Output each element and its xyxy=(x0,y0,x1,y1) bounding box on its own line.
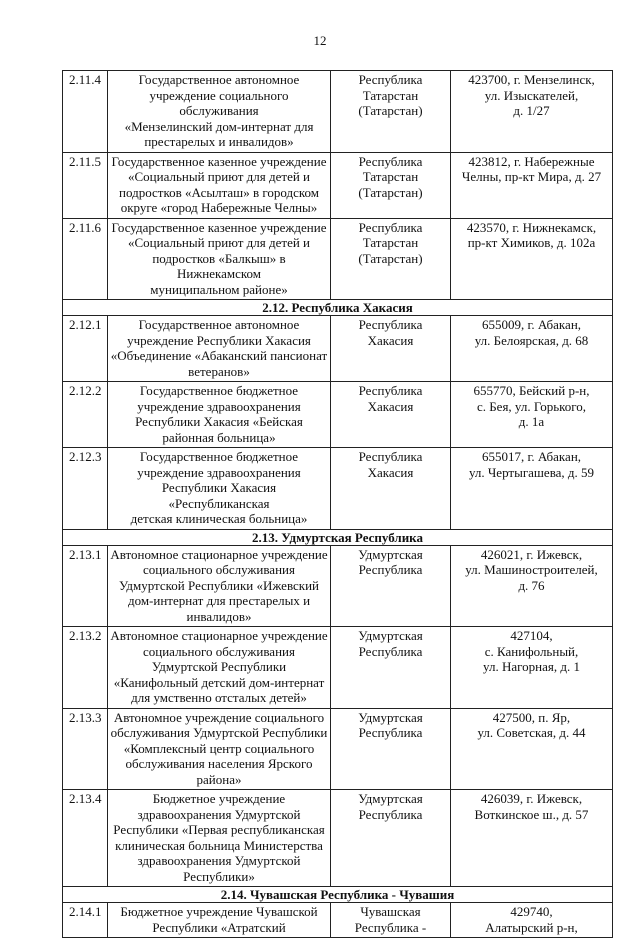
table-row xyxy=(63,448,613,530)
institution-name-line: «Социальный приют для детей и xyxy=(128,235,310,250)
address-line: пр-кт Химиков, д. 102а xyxy=(467,235,596,250)
address-cell xyxy=(451,218,613,300)
row-number: 2.13.3 xyxy=(63,708,108,790)
table-row xyxy=(63,382,613,448)
address-line: 426021, г. Ижевск, xyxy=(480,546,583,562)
section-header-row xyxy=(63,887,613,903)
section-title: 2.13. Удмуртская Республика xyxy=(63,529,613,545)
row-number: 2.11.6 xyxy=(63,218,108,300)
institution-name-line: Республики Хакасия «Республиканская xyxy=(161,480,277,511)
region-cell xyxy=(331,448,451,530)
section-header-row xyxy=(63,529,613,545)
table-row xyxy=(63,627,613,709)
row-number: 2.12.1 xyxy=(63,316,108,382)
institution-name-line: Республики Хакасия «Бейская xyxy=(135,414,303,429)
institution-name-line: детская клиническая больница» xyxy=(130,511,308,526)
institution-name-cell xyxy=(108,218,331,300)
institution-name-line: социального обслуживания xyxy=(143,643,295,659)
institution-name-line: Республики «Первая республиканская xyxy=(113,822,325,837)
region-line: Республика xyxy=(358,317,423,332)
region-line: Хакасия xyxy=(367,398,414,414)
table-row xyxy=(63,71,613,153)
institution-name-line: Государственное казенное учреждение xyxy=(111,219,327,235)
institution-name-cell xyxy=(108,545,331,627)
row-number: 2.13.1 xyxy=(63,545,108,627)
address-line: Челны, пр-кт Мира, д. 27 xyxy=(461,169,602,184)
region-cell xyxy=(331,708,451,790)
section-title: 2.14. Чувашская Республика - Чувашия xyxy=(63,887,613,903)
address-cell xyxy=(451,545,613,627)
address-line: Алатырский р-н, xyxy=(485,919,578,935)
institution-name-line: «Канифольный детский дом-интернат xyxy=(113,674,325,690)
institutions-table xyxy=(62,70,613,938)
region-line: Республика xyxy=(358,219,423,235)
table-row xyxy=(63,152,613,218)
region-line: (Татарстан) xyxy=(358,103,423,118)
table-row xyxy=(63,218,613,300)
institution-name-line: округе «город Набережные Челны» xyxy=(120,200,318,215)
section-header-row xyxy=(63,300,613,316)
institution-name-line: Бюджетное учреждение Чувашской xyxy=(120,904,318,919)
region-line: Хакасия xyxy=(367,464,414,480)
institution-name-line: Автономное учреждение социального xyxy=(113,709,325,725)
region-line: Удмуртская xyxy=(358,709,423,725)
region-line: Республика xyxy=(358,725,423,740)
address-line: ул. Белоярская, д. 68 xyxy=(474,332,589,348)
address-line: 429740, xyxy=(510,904,553,919)
row-number: 2.12.2 xyxy=(63,382,108,448)
row-number: 2.12.3 xyxy=(63,448,108,530)
region-cell xyxy=(331,152,451,218)
address-line: 655017, г. Абакан, xyxy=(481,449,582,464)
region-line: Удмуртская xyxy=(358,791,423,806)
address-cell xyxy=(451,316,613,382)
address-line: 423812, г. Набережные xyxy=(468,153,595,169)
region-line: Татарстан xyxy=(362,87,419,103)
institution-name-cell xyxy=(108,152,331,218)
region-line: Республика xyxy=(358,449,423,464)
institution-name-cell xyxy=(108,71,331,153)
address-line: д. 1/27 xyxy=(513,103,550,118)
institution-name-line: Государственное казенное учреждение xyxy=(111,153,327,169)
address-cell xyxy=(451,627,613,709)
institution-name-line: учреждение здравоохранения xyxy=(137,464,301,480)
table-row xyxy=(63,790,613,887)
institution-name-line: клиническая больница Министерства xyxy=(115,837,323,853)
institution-name-line: Автономное стационарное учреждение xyxy=(110,546,328,562)
address-line: ул. Изыскателей, xyxy=(484,87,579,103)
address-line: д. 1а xyxy=(518,414,545,429)
region-line: Чувашская xyxy=(360,904,421,919)
region-line: (Татарстан) xyxy=(358,184,423,200)
institution-name-line: Удмуртской Республики «Ижевский xyxy=(118,577,320,593)
address-cell xyxy=(451,790,613,887)
region-cell xyxy=(331,627,451,709)
address-cell xyxy=(451,448,613,530)
address-line: 426039, г. Ижевск, xyxy=(480,791,583,806)
address-cell xyxy=(451,152,613,218)
region-cell xyxy=(331,316,451,382)
region-cell xyxy=(331,903,451,938)
address-line: 655009, г. Абакан, xyxy=(481,317,582,332)
institution-name-cell xyxy=(108,316,331,382)
institution-name-line: учреждение Республики Хакасия xyxy=(127,332,311,348)
region-line: Татарстан xyxy=(362,169,419,184)
table-row xyxy=(63,708,613,790)
institution-name-line: Государственное бюджетное xyxy=(139,383,299,398)
institution-name-line: районная больница» xyxy=(162,429,276,445)
institution-name-line: «Мензелинский дом-интернат для xyxy=(124,118,314,134)
address-cell xyxy=(451,708,613,790)
institution-name-line: муниципальном районе» xyxy=(150,281,288,297)
region-line: Республика xyxy=(358,562,423,577)
institution-name-line: Государственное автономное xyxy=(138,72,300,87)
institution-name-line: ветеранов» xyxy=(188,363,250,379)
institution-name-cell xyxy=(108,627,331,709)
region-line: Татарстан xyxy=(362,235,419,250)
region-cell xyxy=(331,382,451,448)
address-line: 423570, г. Нижнекамск, xyxy=(466,219,597,235)
row-number: 2.13.2 xyxy=(63,627,108,709)
institution-name-line: социального обслуживания xyxy=(143,562,295,577)
region-cell xyxy=(331,545,451,627)
table-row xyxy=(63,903,613,938)
institution-name-line: учреждение социального обслуживания xyxy=(149,87,289,118)
region-line: Республика xyxy=(358,806,423,822)
region-cell xyxy=(331,71,451,153)
institution-name-cell xyxy=(108,382,331,448)
institution-name-line: Государственное автономное xyxy=(138,317,300,332)
address-line: д. 76 xyxy=(518,577,545,593)
institution-name-cell xyxy=(108,903,331,938)
institution-name-cell xyxy=(108,448,331,530)
region-cell xyxy=(331,218,451,300)
institution-name-cell xyxy=(108,790,331,887)
section-title: 2.12. Республика Хакасия xyxy=(63,300,613,316)
institution-name-line: обслуживания населения Ярского xyxy=(125,756,313,771)
region-line: Республика xyxy=(358,72,423,87)
region-cell xyxy=(331,790,451,887)
region-line: Республика xyxy=(358,643,423,659)
institution-name-line: Удмуртской Республики xyxy=(151,659,287,674)
institution-name-line: дом-интернат для престарелых и xyxy=(127,593,311,608)
institution-name-cell xyxy=(108,708,331,790)
address-line: ул. Нагорная, д. 1 xyxy=(483,659,580,674)
address-line: ул. Чертыгашева, д. 59 xyxy=(468,464,595,480)
address-cell xyxy=(451,382,613,448)
address-line: 423700, г. Мензелинск, xyxy=(468,72,595,87)
row-number: 2.11.4 xyxy=(63,71,108,153)
institution-name-line: «Объединение «Абаканский пансионат xyxy=(110,348,328,363)
table-row xyxy=(63,316,613,382)
institution-name-line: района» xyxy=(196,771,242,787)
institution-name-line: престарелых и инвалидов» xyxy=(144,134,294,149)
page-number: 12 xyxy=(313,33,327,48)
institution-name-line: Государственное бюджетное xyxy=(139,449,299,464)
address-line: 655770, Бейский р-н, xyxy=(473,383,590,398)
institution-name-line: здравоохранения Удмуртской xyxy=(137,806,301,822)
institution-name-line: Республики «Атратский xyxy=(152,919,286,935)
row-number: 2.14.1 xyxy=(63,903,108,938)
region-line: Удмуртская xyxy=(358,546,423,562)
institution-name-line: Бюджетное учреждение xyxy=(152,791,286,806)
row-number: 2.13.4 xyxy=(63,790,108,887)
institution-name-line: учреждение здравоохранения xyxy=(137,398,301,414)
address-line: 427500, п. Яр, xyxy=(492,709,571,725)
address-line: Воткинское ш., д. 57 xyxy=(474,806,589,822)
institution-name-line: Автономное стационарное учреждение xyxy=(110,628,328,643)
address-line: с. Бея, ул. Горького, xyxy=(476,398,587,414)
region-line: (Татарстан) xyxy=(358,250,423,266)
address-line: с. Канифольный, xyxy=(484,643,579,659)
institution-name-line: для умственно отсталых детей» xyxy=(131,690,307,705)
institution-name-line: «Социальный приют для детей и xyxy=(128,169,310,184)
region-line: Хакасия xyxy=(367,332,414,348)
region-line: Республика - xyxy=(354,919,427,935)
address-cell xyxy=(451,903,613,938)
institution-name-line: подростков «Асылташ» в городском xyxy=(119,184,319,200)
institution-name-line: подростков «Балкыш» в Нижнекамском xyxy=(152,250,286,281)
institution-name-line: здравоохранения Удмуртской xyxy=(137,853,301,868)
region-line: Республика xyxy=(358,153,423,169)
address-line: ул. Машиностроителей, xyxy=(465,562,598,577)
region-line: Республика xyxy=(358,383,423,398)
address-line: 427104, xyxy=(510,628,553,643)
institution-name-line: Республики» xyxy=(183,868,255,884)
table-row xyxy=(63,545,613,627)
address-line: ул. Советская, д. 44 xyxy=(477,725,586,740)
institution-name-line: обслуживания Удмуртской Республики xyxy=(110,725,328,740)
region-line: Удмуртская xyxy=(358,628,423,643)
institution-name-line: инвалидов» xyxy=(186,608,252,624)
address-cell xyxy=(451,71,613,153)
row-number: 2.11.5 xyxy=(63,152,108,218)
institution-name-line: «Комплексный центр социального xyxy=(123,740,315,756)
